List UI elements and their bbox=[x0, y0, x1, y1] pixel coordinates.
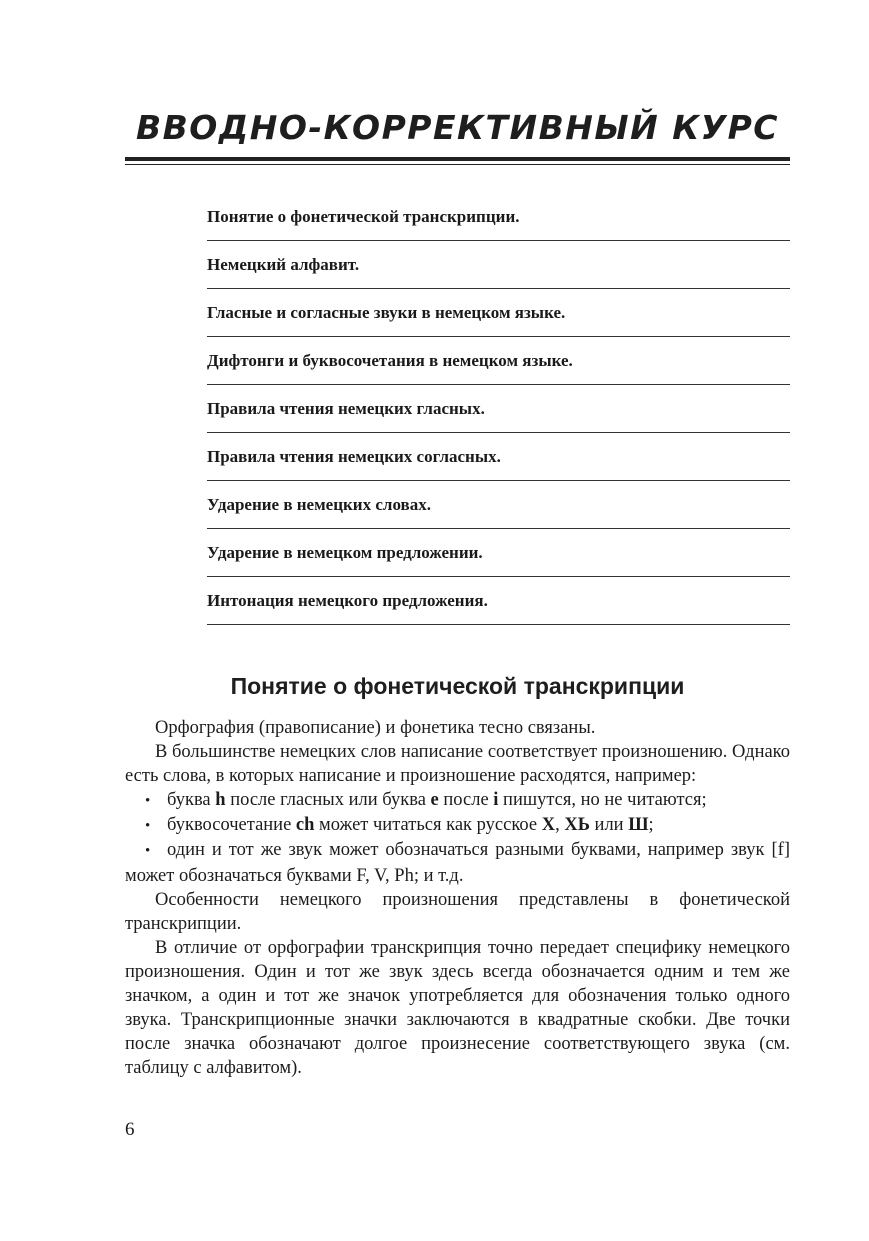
paragraph: Особенности немецкого произношения представлены в фонетической транскрипции. bbox=[125, 889, 790, 934]
bold-letter: e bbox=[430, 790, 439, 811]
bullet-icon: • bbox=[145, 818, 151, 835]
bold-letter: ХЬ bbox=[564, 815, 590, 836]
bullet-text: пишутся, но не читаются; bbox=[498, 790, 707, 811]
bullet-text: или bbox=[589, 815, 629, 836]
bullet-item bbox=[125, 813, 790, 838]
bullet-item bbox=[125, 788, 790, 813]
topic-item: Интонация немецкого предложения. bbox=[207, 577, 790, 625]
bold-letter: h bbox=[215, 790, 226, 811]
title-divider-thin bbox=[125, 164, 790, 165]
topic-item: Правила чтения немецких гласных. bbox=[207, 385, 790, 433]
bullet-item bbox=[125, 838, 790, 887]
title-divider-thick bbox=[125, 157, 790, 161]
page-number: 6 bbox=[125, 1119, 135, 1140]
topic-item: Правила чтения немецких согласных. bbox=[207, 433, 790, 481]
bullet-text: один и тот же звук может обозначаться разными буквами, например звук [f] может обозначаться буквами F, V, Ph; и т.д. bbox=[125, 840, 790, 886]
topic-item: Ударение в немецких словах. bbox=[207, 481, 790, 529]
bullet-text: буквосочетание bbox=[167, 815, 296, 836]
topic-item: Гласные и согласные звуки в немецком языке. bbox=[207, 289, 790, 337]
bold-letter: Ш bbox=[628, 815, 649, 836]
topic-list bbox=[207, 193, 790, 625]
bullet-text: может читаться как русское bbox=[314, 815, 542, 836]
bold-letter: ch bbox=[295, 815, 315, 836]
topic-item: Немецкий алфавит. bbox=[207, 241, 790, 289]
topic-item: Дифтонги и буквосочетания в немецком языке. bbox=[207, 337, 790, 385]
paragraph: В отличие от орфографии транскрипция точно передает специфику немецкого произношения. Один и тот же звук здесь всегда обозначается одним и тем же значком, а один и тот же значок употребляется для обозначения только одного звука. Транскрипционные значки заключаются в квадратные скобки. Две точки после значка обозначают долгое произнесение соответствующего звука (см. таблицу с алфавитом). bbox=[125, 937, 790, 1079]
bullet-text: после гласных или буква bbox=[225, 790, 431, 811]
paragraph: Орфография (правописание) и фонетика тесно связаны. bbox=[155, 718, 596, 738]
bullet-text: , bbox=[555, 815, 565, 836]
topic-item: Ударение в немецком предложении. bbox=[207, 529, 790, 577]
section-body bbox=[125, 716, 790, 1080]
bullet-icon: • bbox=[145, 843, 151, 860]
topic-item: Понятие о фонетической транскрипции. bbox=[207, 193, 790, 241]
bullet-text: ; bbox=[648, 815, 654, 836]
bullet-icon: • bbox=[145, 793, 151, 810]
bold-letter: i bbox=[493, 790, 499, 811]
section-heading: Понятие о фонетической транскрипции bbox=[230, 673, 685, 699]
paragraph: В большинстве немецких слов написание соответствует произношению. Однако есть слова, в которых написание и произношение расходятся, например: bbox=[125, 742, 790, 787]
bullet-text: буква bbox=[167, 790, 216, 811]
course-title: ВВОДНО-КОРРЕКТИВНЫЙ КУРС bbox=[135, 108, 780, 147]
bullet-text: после bbox=[438, 790, 494, 811]
bold-letter: Х bbox=[541, 815, 556, 836]
